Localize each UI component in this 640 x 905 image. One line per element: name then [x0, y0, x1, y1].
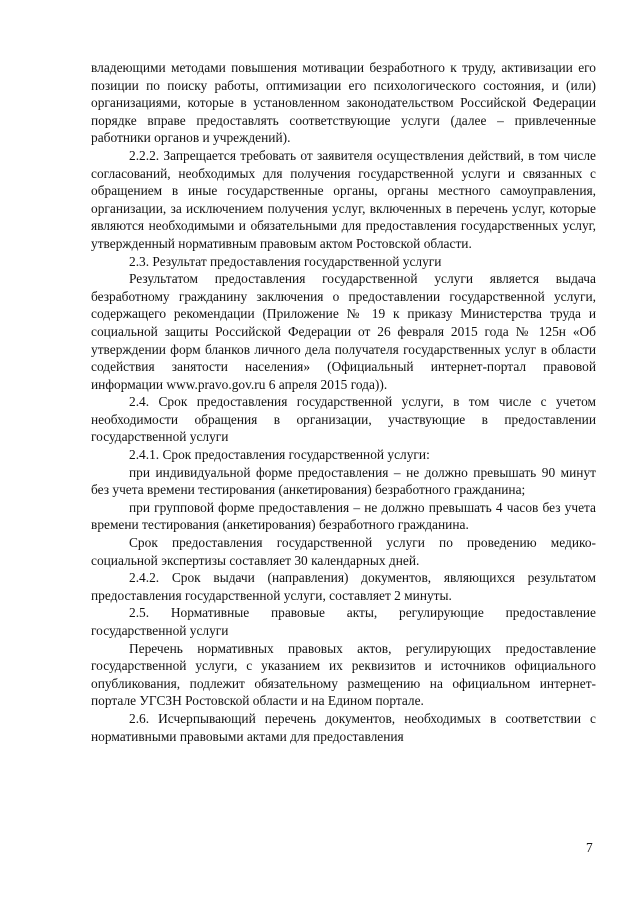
body-text [91, 59, 596, 745]
paragraph-2-4: 2.4. Срок предоставления государственной услуги, в том числе с учетом необходимости обращения в организации, участвующие в предоставлении государственной услуги [91, 394, 596, 445]
paragraph-result: Результатом предоставления государственной услуги является выдача безработному гражданину заключения о предоставлении государственной услуги, содержащего рекомендации (Приложение № 19 к приказу Министерства труда и социальной защиты Российской Федерации от 26 февраля 2015 года № 125н «Об утверждении форм бланков личного дела получателя государственных услуг в области содействия занятости населения» (Официальный интернет-портал правовой информации www.pravo.gov.ru 6 апреля 2015 года)). [91, 271, 596, 392]
paragraph-2-4-2: 2.4.2. Срок выдачи (направления) документов, являющихся результатом предоставления государственной услуги, составляет 2 минуты. [91, 570, 596, 603]
paragraph-medical-expertise: Срок предоставления государственной услуги по проведению медико-социальной экспертизы составляет 30 календарных дней. [91, 535, 596, 568]
paragraph-2-2-2: 2.2.2. Запрещается требовать от заявителя осуществления действий, в том числе согласований, необходимых для получения государственной услуги и связанных с обращением в иные государственные органы, органы местного самоуправления, организации, за исключением получения услуг, включенных в перечень услуг, которые являются необходимыми и обязательными для предоставления государственных услуг, утвержденный нормативным правовым актом Ростовской области. [91, 147, 596, 251]
paragraph-legal-acts-list: Перечень нормативных правовых актов, регулирующих предоставление государственной услуги, с указанием их реквизитов и источников официального опубликования, подлежит обязательному размещению на официальном интернет-портале УГСЗН Ростовской области и на Едином портале. [91, 640, 596, 709]
heading-2-3: 2.3. Результат предоставления государственной услуги [129, 253, 442, 269]
paragraph-group-form: при групповой форме предоставления – не должно превышать 4 часов без учета времени тестирования (анкетирования) безработного гражданина. [91, 499, 596, 533]
paragraph-2-4-1: 2.4.1. Срок предоставления государственной услуги: [129, 447, 430, 463]
paragraph-individual-form: при индивидуальной форме предоставления – не должно превышать 90 минут без учета времени тестирования (анкетирования) безработного гражданина; [91, 464, 596, 498]
page-number: 7 [586, 840, 593, 855]
paragraph-continued-intro: владеющими методами повышения мотивации безработного к труду, активизации его позиции по поиску работы, оптимизации его психологического состояния, и (или) организациями, которые в установленном законодательством Российской Федерации порядке вправе предоставлять соответствующие услуги (далее – привлеченные работники органов и учреждений). [91, 60, 596, 146]
paragraph-2-6: 2.6. Исчерпывающий перечень документов, необходимых в соответствии с нормативными правовыми актами для предоставления [91, 710, 596, 744]
paragraph-2-5: 2.5. Нормативные правовые акты, регулирующие предоставление государственной услуги [91, 605, 596, 638]
